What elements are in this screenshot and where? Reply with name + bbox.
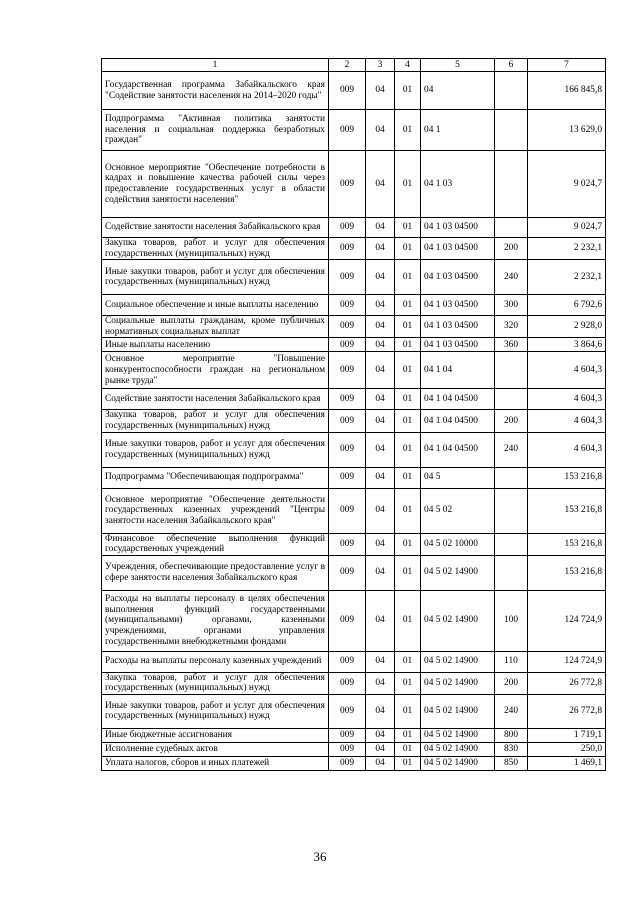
row-name-cell: Закупка товаров, работ и услуг для обеспечения государственных (муниципальных) нужд: [102, 410, 329, 432]
table-row: [102, 238, 606, 260]
row-section-cell: 04: [366, 260, 395, 295]
table-row: [102, 260, 606, 295]
row-target-cell: 04 1 04: [421, 352, 495, 389]
row-type-cell: [495, 467, 528, 488]
row-type-cell: 800: [495, 728, 528, 742]
row-target-cell: 04 1 03 04500: [421, 238, 495, 260]
row-type-cell: [495, 218, 528, 238]
row-type-cell: [495, 555, 528, 590]
row-code-cell: 009: [329, 338, 366, 352]
row-amount-cell: 4 604,3: [528, 410, 606, 432]
table-row: [102, 338, 606, 352]
row-target-cell: 04 5 02 14900: [421, 672, 495, 694]
row-subsection-cell: 01: [395, 110, 421, 151]
row-type-cell: 240: [495, 694, 528, 728]
row-code-cell: 009: [329, 238, 366, 260]
table-row: [102, 742, 606, 756]
row-section-cell: 04: [366, 728, 395, 742]
row-code-cell: 009: [329, 756, 366, 770]
row-subsection-cell: 01: [395, 72, 421, 110]
row-target-cell: 04 1 03 04500: [421, 260, 495, 295]
table-row: [102, 72, 606, 110]
row-section-cell: 04: [366, 694, 395, 728]
row-code-cell: 009: [329, 151, 366, 218]
row-subsection-cell: 01: [395, 410, 421, 432]
row-code-cell: 009: [329, 110, 366, 151]
table-body: [102, 72, 606, 771]
row-name-cell: Иные закупки товаров, работ и услуг для обеспечения государственных (муниципальных) нужд: [102, 694, 329, 728]
row-name-cell: Подпрограмма "Активная политика занятости населения и социальная поддержка безработных граждан": [102, 110, 329, 151]
row-section-cell: 04: [366, 352, 395, 389]
row-subsection-cell: 01: [395, 590, 421, 651]
row-subsection-cell: 01: [395, 488, 421, 533]
row-name-cell: Расходы на выплаты персоналу казенных учреждений: [102, 651, 329, 672]
row-section-cell: 04: [366, 338, 395, 352]
row-name-cell: Исполнение судебных актов: [102, 742, 329, 756]
table-row: [102, 218, 606, 238]
row-subsection-cell: 01: [395, 260, 421, 295]
row-subsection-cell: 01: [395, 672, 421, 694]
table-row: [102, 432, 606, 467]
row-type-cell: 200: [495, 410, 528, 432]
table-row: [102, 467, 606, 488]
row-subsection-cell: 01: [395, 756, 421, 770]
row-target-cell: 04 1 03 04500: [421, 218, 495, 238]
row-name-cell: Закупка товаров, работ и услуг для обеспечения государственных (муниципальных) нужд: [102, 238, 329, 260]
table-row: [102, 728, 606, 742]
row-subsection-cell: 01: [395, 555, 421, 590]
row-amount-cell: 2 928,0: [528, 316, 606, 338]
row-amount-cell: 3 864,6: [528, 338, 606, 352]
row-target-cell: 04 5 02 14900: [421, 728, 495, 742]
row-section-cell: 04: [366, 238, 395, 260]
row-target-cell: 04 1 03 04500: [421, 338, 495, 352]
row-name-cell: Закупка товаров, работ и услуг для обеспечения государственных (муниципальных) нужд: [102, 672, 329, 694]
row-code-cell: 009: [329, 651, 366, 672]
row-amount-cell: 153 216,8: [528, 555, 606, 590]
row-type-cell: 300: [495, 295, 528, 316]
table-row: [102, 488, 606, 533]
row-name-cell: Учреждения, обеспечивающие предоставление услуг в сфере занятости населения Забайкальского края: [102, 555, 329, 590]
row-type-cell: 100: [495, 590, 528, 651]
row-name-cell: Социальное обеспечение и иные выплаты населению: [102, 295, 329, 316]
row-section-cell: 04: [366, 432, 395, 467]
row-target-cell: 04 5 02 14900: [421, 694, 495, 728]
row-amount-cell: 4 604,3: [528, 432, 606, 467]
row-section-cell: 04: [366, 651, 395, 672]
row-subsection-cell: 01: [395, 389, 421, 410]
row-type-cell: 830: [495, 742, 528, 756]
row-section-cell: 04: [366, 742, 395, 756]
row-section-cell: 04: [366, 756, 395, 770]
row-amount-cell: 4 604,3: [528, 389, 606, 410]
table-header-row: [102, 59, 606, 72]
column-header: 6: [495, 59, 528, 72]
row-target-cell: 04 1 04 04500: [421, 389, 495, 410]
row-code-cell: 009: [329, 260, 366, 295]
row-amount-cell: 1 719,1: [528, 728, 606, 742]
row-subsection-cell: 01: [395, 338, 421, 352]
row-name-cell: Иные выплаты населению: [102, 338, 329, 352]
table-row: [102, 410, 606, 432]
row-target-cell: 04 1: [421, 110, 495, 151]
table-row: [102, 110, 606, 151]
row-amount-cell: 124 724,9: [528, 651, 606, 672]
row-type-cell: [495, 533, 528, 555]
table-row: [102, 651, 606, 672]
row-code-cell: 009: [329, 742, 366, 756]
row-target-cell: 04 1 04 04500: [421, 432, 495, 467]
row-name-cell: Основное мероприятие "Обеспечение деятельности государственных казенных учреждений "Центры занятости населения Забайкальского края": [102, 488, 329, 533]
row-name-cell: Иные закупки товаров, работ и услуг для обеспечения государственных (муниципальных) нужд: [102, 432, 329, 467]
table-row: [102, 672, 606, 694]
row-target-cell: 04 5 02 10000: [421, 533, 495, 555]
row-amount-cell: 9 024,7: [528, 151, 606, 218]
row-subsection-cell: 01: [395, 316, 421, 338]
row-name-cell: Иные закупки товаров, работ и услуг для обеспечения государственных (муниципальных) нужд: [102, 260, 329, 295]
row-target-cell: 04 5 02: [421, 488, 495, 533]
row-section-cell: 04: [366, 555, 395, 590]
row-subsection-cell: 01: [395, 432, 421, 467]
column-header: 2: [329, 59, 366, 72]
row-target-cell: 04 1 03 04500: [421, 295, 495, 316]
table-row: [102, 533, 606, 555]
row-type-cell: [495, 72, 528, 110]
row-type-cell: [495, 488, 528, 533]
row-amount-cell: 4 604,3: [528, 352, 606, 389]
row-amount-cell: 9 024,7: [528, 218, 606, 238]
row-section-cell: 04: [366, 295, 395, 316]
row-code-cell: 009: [329, 467, 366, 488]
row-code-cell: 009: [329, 352, 366, 389]
row-amount-cell: 166 845,8: [528, 72, 606, 110]
row-type-cell: [495, 352, 528, 389]
row-code-cell: 009: [329, 389, 366, 410]
row-target-cell: 04 5 02 14900: [421, 756, 495, 770]
row-type-cell: 320: [495, 316, 528, 338]
row-subsection-cell: 01: [395, 238, 421, 260]
row-target-cell: 04 1 04 04500: [421, 410, 495, 432]
row-subsection-cell: 01: [395, 151, 421, 218]
row-name-cell: Иные бюджетные ассигнования: [102, 728, 329, 742]
row-section-cell: 04: [366, 218, 395, 238]
row-name-cell: Основное мероприятие "Повышение конкурентоспособности граждан на региональном рынке труда": [102, 352, 329, 389]
row-code-cell: 009: [329, 316, 366, 338]
row-code-cell: 009: [329, 672, 366, 694]
row-amount-cell: 26 772,8: [528, 672, 606, 694]
row-code-cell: 009: [329, 590, 366, 651]
row-amount-cell: 153 216,8: [528, 467, 606, 488]
row-section-cell: 04: [366, 467, 395, 488]
row-name-cell: Социальные выплаты гражданам, кроме публичных нормативных социальных выплат: [102, 316, 329, 338]
row-target-cell: 04 5 02 14900: [421, 742, 495, 756]
row-type-cell: 360: [495, 338, 528, 352]
row-section-cell: 04: [366, 151, 395, 218]
row-code-cell: 009: [329, 72, 366, 110]
row-amount-cell: 2 232,1: [528, 260, 606, 295]
row-code-cell: 009: [329, 728, 366, 742]
column-header: 7: [528, 59, 606, 72]
row-target-cell: 04: [421, 72, 495, 110]
row-amount-cell: 13 629,0: [528, 110, 606, 151]
row-amount-cell: 153 216,8: [528, 533, 606, 555]
row-target-cell: 04 1 03: [421, 151, 495, 218]
row-type-cell: 850: [495, 756, 528, 770]
row-target-cell: 04 5 02 14900: [421, 651, 495, 672]
budget-table: [101, 58, 606, 771]
row-name-cell: Финансовое обеспечение выполнения функций государственных учреждений: [102, 533, 329, 555]
row-amount-cell: 153 216,8: [528, 488, 606, 533]
row-target-cell: 04 5 02 14900: [421, 590, 495, 651]
table-row: [102, 352, 606, 389]
row-subsection-cell: 01: [395, 742, 421, 756]
row-amount-cell: 1 469,1: [528, 756, 606, 770]
column-header: 3: [366, 59, 395, 72]
row-code-cell: 009: [329, 533, 366, 555]
table-row: [102, 555, 606, 590]
row-code-cell: 009: [329, 432, 366, 467]
row-subsection-cell: 01: [395, 352, 421, 389]
row-name-cell: Содействие занятости населения Забайкальского края: [102, 218, 329, 238]
row-code-cell: 009: [329, 488, 366, 533]
row-type-cell: 200: [495, 238, 528, 260]
row-name-cell: Основное мероприятие "Обеспечение потребности в кадрах и повышение качества рабочей силы через предоставление государственных услуг в области содействия занятости населения": [102, 151, 329, 218]
row-name-cell: Расходы на выплаты персоналу в целях обеспечения выполнения функций государственными (муниципальными) органами, казенными учреждениями, органами управления государственными внебюджетными фондами: [102, 590, 329, 651]
row-target-cell: 04 5 02 14900: [421, 555, 495, 590]
row-amount-cell: 6 792,6: [528, 295, 606, 316]
row-type-cell: 240: [495, 432, 528, 467]
row-subsection-cell: 01: [395, 295, 421, 316]
row-section-cell: 04: [366, 72, 395, 110]
row-subsection-cell: 01: [395, 728, 421, 742]
row-type-cell: [495, 110, 528, 151]
row-amount-cell: 124 724,9: [528, 590, 606, 651]
row-section-cell: 04: [366, 389, 395, 410]
column-header: 1: [102, 59, 329, 72]
row-subsection-cell: 01: [395, 467, 421, 488]
row-code-cell: 009: [329, 410, 366, 432]
row-type-cell: 110: [495, 651, 528, 672]
row-subsection-cell: 01: [395, 533, 421, 555]
row-section-cell: 04: [366, 488, 395, 533]
row-section-cell: 04: [366, 672, 395, 694]
row-code-cell: 009: [329, 218, 366, 238]
row-subsection-cell: 01: [395, 694, 421, 728]
row-name-cell: Подпрограмма "Обеспечивающая подпрограмма": [102, 467, 329, 488]
row-section-cell: 04: [366, 110, 395, 151]
column-header: 5: [421, 59, 495, 72]
row-code-cell: 009: [329, 694, 366, 728]
column-header: 4: [395, 59, 421, 72]
row-type-cell: [495, 151, 528, 218]
page-number: 36: [313, 849, 327, 864]
table-row: [102, 295, 606, 316]
row-type-cell: 200: [495, 672, 528, 694]
row-target-cell: 04 1 03 04500: [421, 316, 495, 338]
row-section-cell: 04: [366, 590, 395, 651]
row-amount-cell: 2 232,1: [528, 238, 606, 260]
row-type-cell: 240: [495, 260, 528, 295]
table-row: [102, 316, 606, 338]
row-amount-cell: 250,0: [528, 742, 606, 756]
row-target-cell: 04 5: [421, 467, 495, 488]
row-subsection-cell: 01: [395, 218, 421, 238]
row-name-cell: Уплата налогов, сборов и иных платежей: [102, 756, 329, 770]
table-row: [102, 590, 606, 651]
row-subsection-cell: 01: [395, 651, 421, 672]
row-name-cell: Содействие занятости населения Забайкальского края: [102, 389, 329, 410]
row-section-cell: 04: [366, 316, 395, 338]
row-section-cell: 04: [366, 410, 395, 432]
row-code-cell: 009: [329, 295, 366, 316]
table-row: [102, 756, 606, 770]
row-type-cell: [495, 389, 528, 410]
row-code-cell: 009: [329, 555, 366, 590]
table-row: [102, 151, 606, 218]
row-name-cell: Государственная программа Забайкальского края "Содействие занятости населения на 2014–2020 годы": [102, 72, 329, 110]
table-row: [102, 389, 606, 410]
table-row: [102, 694, 606, 728]
row-section-cell: 04: [366, 533, 395, 555]
row-amount-cell: 26 772,8: [528, 694, 606, 728]
